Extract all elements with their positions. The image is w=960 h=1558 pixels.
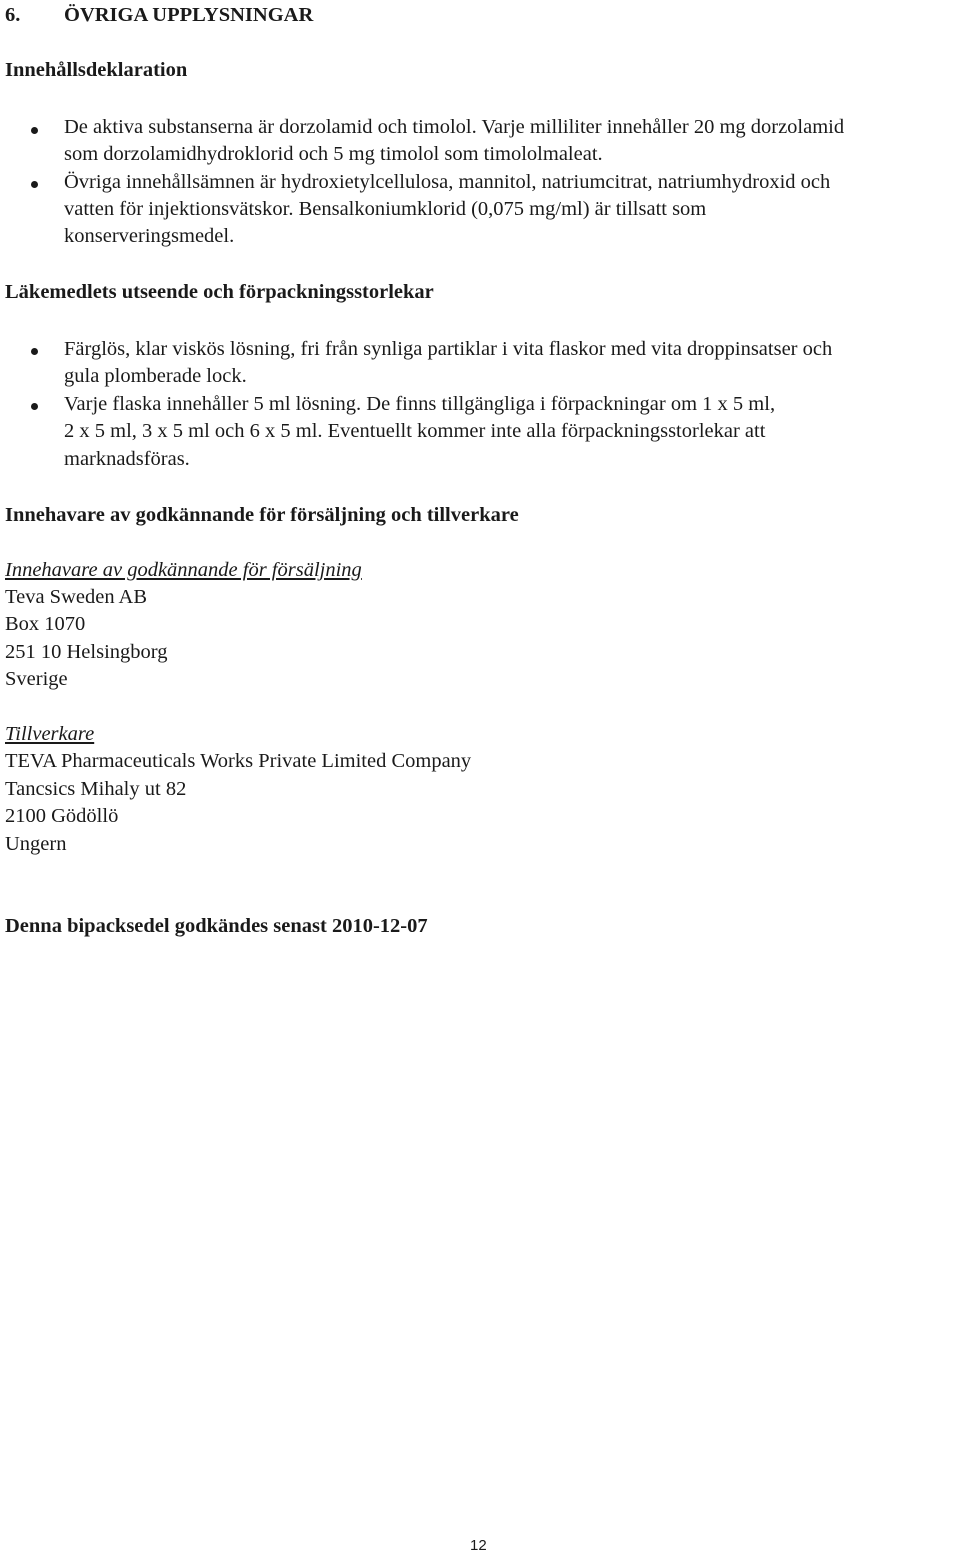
- appearance-bullet-1-line-2: gula plomberade lock.: [64, 365, 247, 387]
- section-title: ÖVRIGA UPPLYSNINGAR: [64, 4, 314, 26]
- mah-country: Sverige: [5, 668, 68, 690]
- mah-label: Innehavare av godkännande för försäljning: [5, 559, 362, 581]
- mah-city: 251 10 Helsingborg: [5, 641, 168, 663]
- appearance-bullet-1-line-1: Färglös, klar viskös lösning, fri från synliga partiklar i vita flaskor med vita droppinsatser och: [64, 338, 833, 360]
- section-number: 6.: [5, 4, 21, 26]
- mah-company: Teva Sweden AB: [5, 586, 148, 608]
- manufacturer-country: Ungern: [5, 833, 67, 855]
- appearance-bullet-2-line-1: Varje flaska innehåller 5 ml lösning. De finns tillgängliga i förpackningar om 1 x 5 ml,: [64, 393, 776, 415]
- manufacturer-company: TEVA Pharmaceuticals Works Private Limited Company: [5, 750, 472, 772]
- bullet-dot: [31, 181, 38, 188]
- holder-heading: Innehavare av godkännande för försäljning och tillverkare: [5, 504, 519, 526]
- page-number: 12: [470, 1537, 487, 1554]
- bullet-dot: [31, 127, 38, 134]
- approval-date: Denna bipacksedel godkändes senast 2010-12-07: [5, 915, 428, 937]
- contents-heading: Innehållsdeklaration: [5, 59, 188, 81]
- contents-bullet-1-line-1: De aktiva substanserna är dorzolamid och timolol. Varje milliliter innehåller 20 mg dorzolamid: [64, 116, 845, 138]
- manufacturer-label: Tillverkare: [5, 723, 95, 745]
- mah-box: Box 1070: [5, 613, 86, 635]
- manufacturer-city: 2100 Gödöllö: [5, 805, 119, 827]
- appearance-heading: Läkemedlets utseende och förpackningsstorlekar: [5, 281, 434, 303]
- bullet-dot: [31, 403, 38, 410]
- contents-bullet-2-line-2: vatten för injektionsvätskor. Bensalkoniumklorid (0,075 mg/ml) är tillsatt som: [64, 198, 707, 220]
- bullet-dot: [31, 348, 38, 355]
- contents-bullet-1-line-2: som dorzolamidhydroklorid och 5 mg timolol som timololmaleat.: [64, 143, 603, 165]
- appearance-bullet-2-line-3: marknadsföras.: [64, 448, 190, 470]
- appearance-bullet-2-line-2: 2 x 5 ml, 3 x 5 ml och 6 x 5 ml. Eventuellt kommer inte alla förpackningsstorlekar att: [64, 420, 766, 442]
- contents-bullet-2-line-1: Övriga innehållsämnen är hydroxietylcellulosa, mannitol, natriumcitrat, natriumhydroxid och: [64, 171, 831, 193]
- contents-bullet-2-line-3: konserveringsmedel.: [64, 225, 235, 247]
- manufacturer-street: Tancsics Mihaly ut 82: [5, 778, 187, 800]
